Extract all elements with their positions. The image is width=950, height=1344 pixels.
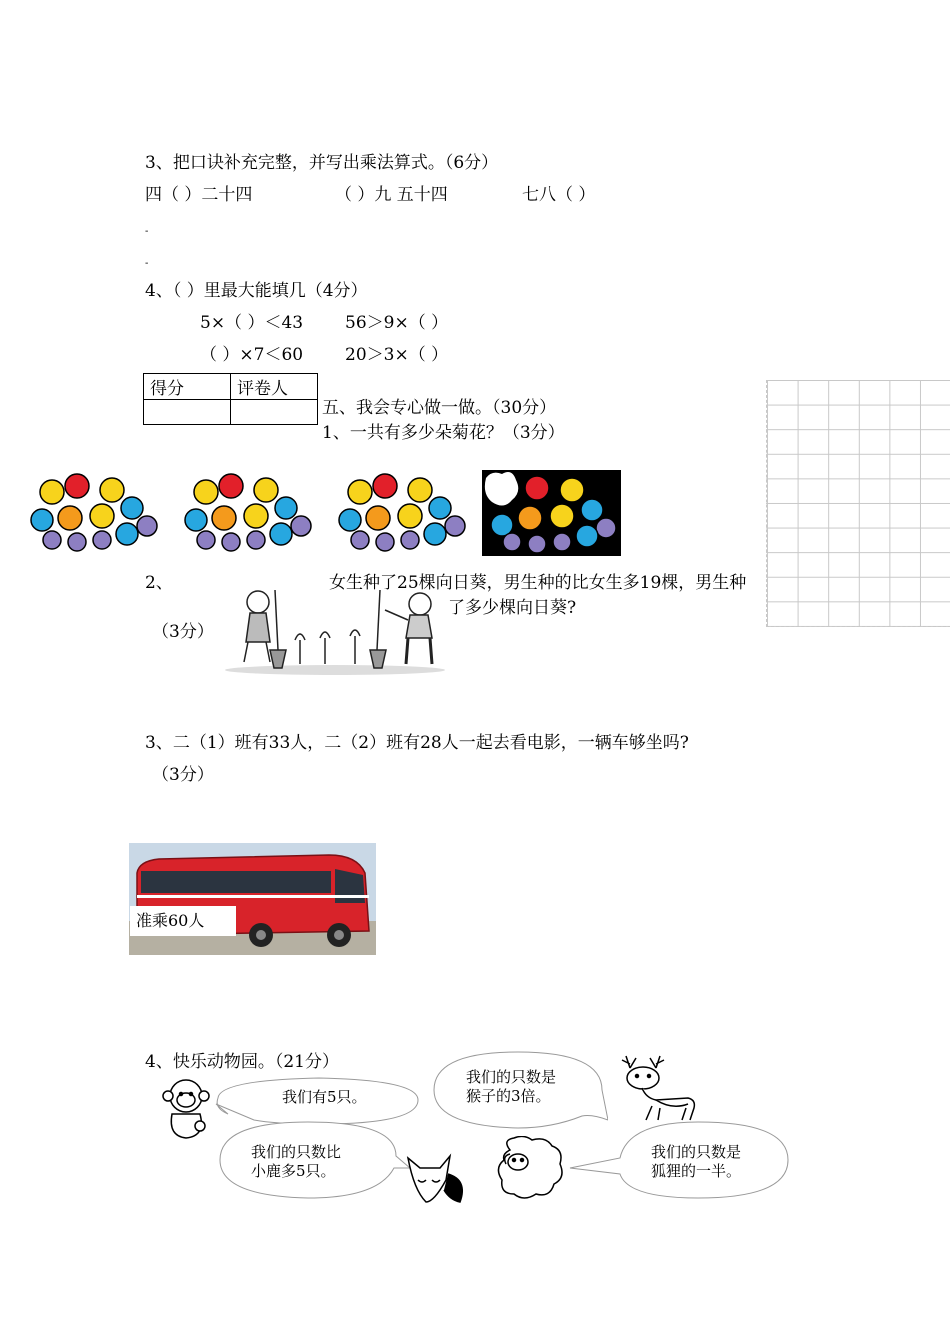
answer-line-marker: - [145,226,149,237]
problem-2-text-line1: 女生种了25棵向日葵，男生种的比女生多19棵，男生种 [329,573,747,593]
q4-expr-2: 56＞9×（ ） [345,313,449,333]
bus-capacity-label: 准乘60人 [130,906,236,936]
children-planting-image [220,580,450,676]
chrysanthemum-bunch-image [330,468,470,556]
grid-paper [766,380,950,627]
section5-title: 五、我会专心做一做。（30分） [322,398,557,418]
q4-expr-4: 20＞3×（ ） [345,345,449,365]
monkey-image [160,1076,216,1142]
q4-expr-1: 5×（ ）＜43 [200,313,304,333]
sheep-speech-text-line1: 我们的只数是 [651,1143,742,1161]
deer-image [616,1054,700,1124]
sheep-image [496,1136,566,1202]
q3-title: 3、把口诀补充完整，并写出乘法算式。（6分） [145,153,499,173]
q4-expr-3: （ ）×7＜60 [200,345,304,365]
monkey-speech-text: 我们有5只。 [282,1088,367,1106]
problem-1-title: 1、一共有多少朵菊花？（3分） [322,423,565,443]
problem-2-text-line2: 了多少棵向日葵? [448,598,577,618]
deer-speech-text-line2: 猴子的3倍。 [466,1087,551,1105]
q3-item-3: 七八（ ） [522,185,596,205]
grader-header: 评卷人 [231,374,318,400]
score-table [143,373,318,425]
grader-cell[interactable] [231,400,318,425]
score-header: 得分 [144,374,231,400]
q3-item-1: 四（ ）二十四 [145,185,253,205]
deer-speech-text-line1: 我们的只数是 [466,1068,557,1086]
covered-chrysanthemum-bunch-image [482,470,621,556]
score-cell[interactable] [144,400,231,425]
fox-speech-text-line2: 小鹿多5只。 [251,1162,336,1180]
fox-speech-text-line1: 我们的只数比 [251,1143,342,1161]
problem-3-score: （3分） [152,765,214,785]
problem-3-text: 3、二（1）班有33人，二（2）班有28人一起去看电影，一辆车够坐吗? [145,733,689,753]
chrysanthemum-bunch-image [22,468,162,556]
problem-2-number: 2、 [145,573,173,593]
q3-item-2: （ ）九 五十四 [335,185,448,205]
q4-title: 4、（ ）里最大能填几（4分） [145,281,368,301]
answer-line-marker: - [145,258,149,269]
problem-4-title: 4、快乐动物园。（21分） [145,1052,339,1072]
sheep-speech-text-line2: 狐狸的一半。 [651,1162,742,1180]
bus-image [129,843,376,955]
problem-2-score: （3分） [152,622,214,642]
chrysanthemum-bunch-image [176,468,316,556]
fox-image [404,1150,468,1208]
